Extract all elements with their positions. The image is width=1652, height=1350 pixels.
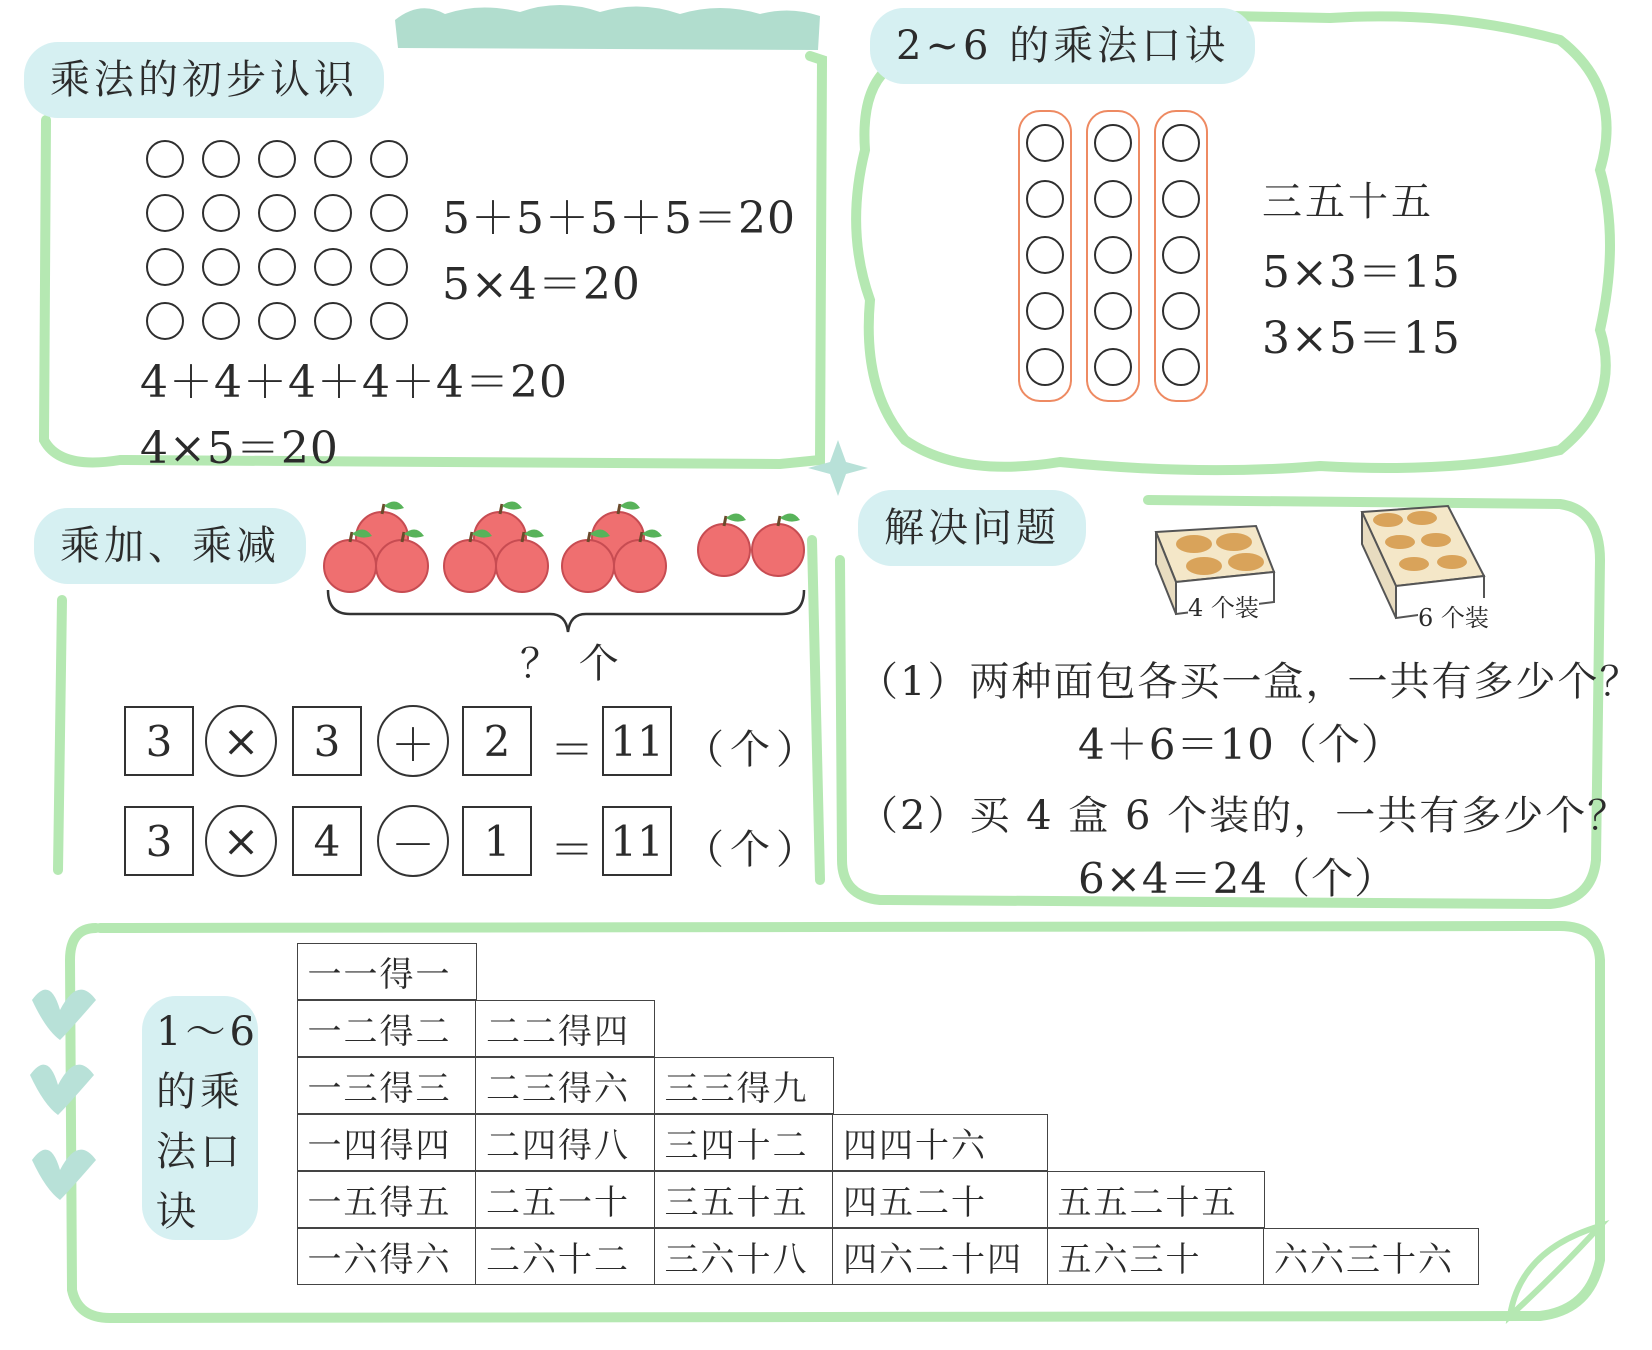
sec4-q1: （1）两种面包各买一盒，一共有多少个？ (858, 659, 1642, 705)
pod-circle (1162, 292, 1200, 330)
row1-op1: × (205, 705, 277, 777)
dot (202, 248, 240, 286)
table-cell: 三三得九 (654, 1057, 834, 1114)
dot (202, 140, 240, 178)
row2-op1: × (205, 805, 277, 877)
pod-circle (1026, 180, 1064, 218)
pod-circle (1094, 236, 1132, 274)
table-cell: 二五一十 (475, 1171, 655, 1228)
sec5-title-line-4: 诀 (156, 1189, 200, 1235)
sec4-title: 解决问题 (858, 490, 1086, 566)
table-cell: 二三得六 (475, 1057, 655, 1114)
leaf-deco-3 (32, 1150, 96, 1200)
table-cell: 一六得六 (297, 1228, 477, 1285)
bread-box-6-label: 6 个装 (1418, 598, 1489, 633)
dot (146, 302, 184, 340)
sec4-a2: 6×4＝24（个） (1078, 854, 1398, 903)
table-row (298, 944, 477, 1000)
sec2-rhyme: 三五十五 (1262, 179, 1434, 225)
top-wave-banner (395, 5, 820, 50)
row2-eq: ＝ (550, 825, 594, 876)
dot (202, 194, 240, 232)
table-cell: 三六十八 (654, 1228, 834, 1285)
table-cell: 一一得一 (297, 943, 477, 1000)
sec4-q2: （2）买 4 盒 6 个装的，一共有多少个？ (858, 793, 1630, 839)
sec1-eq3: 4＋4＋4＋4＋4＝20 (140, 357, 568, 408)
pod-circle (1026, 236, 1064, 274)
table-row (298, 1115, 1048, 1171)
dot (314, 194, 352, 232)
bread-box-4-label: 4 个装 (1188, 588, 1259, 623)
row1-eq: ＝ (550, 725, 594, 776)
dot (258, 194, 296, 232)
table-cell: 三五十五 (654, 1171, 834, 1228)
dot (258, 140, 296, 178)
sec2-eq1: 5×3＝15 (1262, 247, 1461, 298)
table-cell: 三四十二 (654, 1114, 834, 1171)
dot (314, 248, 352, 286)
table-row (298, 1058, 834, 1114)
sec5-title-line-1: 1～6 (156, 1009, 259, 1055)
pod-circle (1026, 124, 1064, 162)
table-row (298, 1229, 1479, 1285)
dot (202, 302, 240, 340)
pod-circle (1094, 348, 1132, 386)
dot (370, 248, 408, 286)
table-row (298, 1172, 1265, 1228)
pod-circle (1162, 348, 1200, 386)
table-cell: 一二得二 (297, 1000, 477, 1057)
dot (146, 248, 184, 286)
apple-group-1 (324, 501, 428, 592)
sec3-question: ？ 个 (520, 641, 622, 687)
apple-group-3 (562, 501, 666, 592)
pod-circle (1094, 124, 1132, 162)
sec5-title-line-2: 的乘 (156, 1069, 244, 1115)
pod-circle (1162, 180, 1200, 218)
table-cell: 一四得四 (297, 1114, 477, 1171)
leaf-deco-2 (30, 1065, 94, 1115)
sec1-eq4: 4×5＝20 (140, 423, 339, 474)
dot (146, 140, 184, 178)
apple-group-4 (698, 513, 804, 576)
pod-circle (1026, 292, 1064, 330)
page-curl (1510, 1226, 1600, 1316)
row2-result: 11 (602, 806, 672, 876)
table-row (298, 1001, 655, 1057)
frame-sec2 (856, 16, 1610, 470)
sec2-eq2: 3×5＝15 (1262, 313, 1461, 364)
row2-c: 1 (462, 806, 532, 876)
row1-unit: （个） (684, 727, 822, 773)
table-cell: 一三得三 (297, 1057, 477, 1114)
dot (370, 302, 408, 340)
table-cell: 二二得四 (475, 1000, 655, 1057)
table-cell: 五五二十五 (1047, 1171, 1265, 1228)
row1-c: 2 (462, 706, 532, 776)
pod-circle (1026, 348, 1064, 386)
dot (258, 302, 296, 340)
table-cell: 五六三十 (1047, 1228, 1265, 1285)
row2-a: 3 (124, 806, 194, 876)
sec4-a1: 4＋6＝10（个） (1078, 720, 1404, 769)
table-cell: 一五得五 (297, 1171, 477, 1228)
sec1-eq1: 5＋5＋5＋5＝20 (442, 193, 796, 244)
sec3-title: 乘加、乘减 (34, 508, 306, 584)
row2-op2: － (377, 805, 449, 877)
sec2-title: 2~6 的乘法口诀 (870, 8, 1255, 84)
sec1-eq2: 5×4＝20 (442, 259, 641, 310)
dot (314, 302, 352, 340)
row2-unit: （个） (684, 827, 822, 873)
row1-b: 3 (292, 706, 362, 776)
sec5-title-line-3: 法口 (156, 1129, 244, 1175)
leaf-deco-1 (32, 990, 96, 1040)
dot (314, 140, 352, 178)
dot (146, 194, 184, 232)
sec1-title: 乘法的初步认识 (24, 42, 384, 118)
table-cell: 四六二十四 (832, 1228, 1048, 1285)
dot (258, 248, 296, 286)
dot (370, 194, 408, 232)
dot (370, 140, 408, 178)
pod-circle (1162, 124, 1200, 162)
table-cell: 六六三十六 (1263, 1228, 1479, 1285)
pod-circle (1094, 292, 1132, 330)
apple-group-2 (444, 501, 548, 592)
apples-illustration (320, 498, 810, 598)
pod-circle (1094, 180, 1132, 218)
row1-result: 11 (602, 706, 672, 776)
table-cell: 四五二十 (832, 1171, 1048, 1228)
table-cell: 二六十二 (475, 1228, 655, 1285)
table-cell: 四四十六 (832, 1114, 1048, 1171)
sec5-title (142, 996, 258, 1240)
table-cell: 二四得八 (475, 1114, 655, 1171)
pod-circle (1162, 236, 1200, 274)
row1-op2: ＋ (377, 705, 449, 777)
row1-a: 3 (124, 706, 194, 776)
row2-b: 4 (292, 806, 362, 876)
